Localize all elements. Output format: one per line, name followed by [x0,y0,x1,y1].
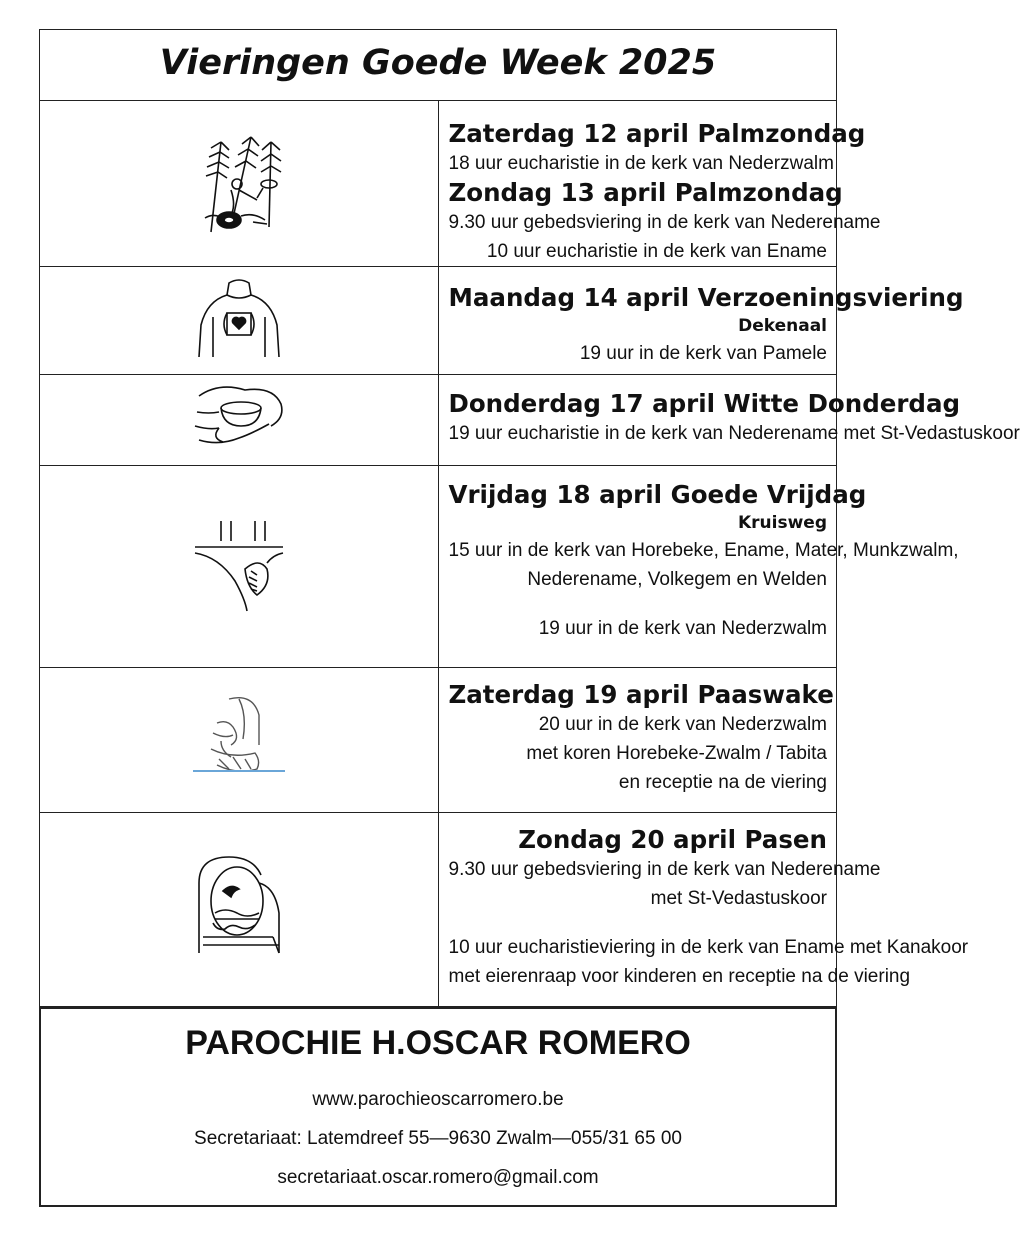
icon-cell [40,101,439,267]
event-line: met eierenraap voor kinderen en receptie na de viering [448,966,911,987]
event-heading: Vrijdag 18 april Goede Vrijdag [448,480,867,509]
hands-with-bowl-icon [189,382,289,454]
title-cell [40,30,837,101]
heart-robe-icon [191,277,287,361]
icon-cell [40,375,439,466]
event-line: met St-Vedastuskoor [650,888,827,909]
icon-cell [40,668,439,813]
icon-cell [40,466,439,668]
event-line: 9.30 uur gebedsviering in de kerk van Nederename [448,212,881,233]
event-cell [438,375,1020,466]
parish-name: PAROCHIE H.OSCAR ROMERO [185,1024,691,1062]
event-line: 19 uur in de kerk van Nederzwalm [538,618,827,639]
event-heading: Donderdag 17 april Witte Donderdag [448,389,961,418]
event-heading: Zondag 20 april Pasen [518,825,827,854]
empty-tomb-icon [189,853,289,963]
event-line: met koren Horebeke-Zwalm / Tabita [526,743,827,764]
event-line: Nederename, Volkegem en Welden [527,569,827,590]
schedule-row [40,375,837,466]
event-line: 10 uur eucharistieviering in de kerk van Ename met Kanakoor [448,937,969,958]
event-heading: Zondag 13 april Palmzondag [448,178,843,207]
event-heading: Zaterdag 19 april Paaswake [448,680,834,709]
icon-cell [40,813,439,1007]
event-cell [438,466,959,668]
palm-branches-icon [191,122,287,242]
event-subtitle: Kruisweg [737,513,827,533]
schedule-row [40,813,837,1007]
event-heading: Zaterdag 12 april Palmzondag [448,119,866,148]
event-line: 19 uur eucharistie in de kerk van Nederename met St-Vedastuskoor [448,423,1020,444]
schedule-table [39,29,1020,1007]
secretariat-address: Secretariaat: Latemdreef 55—9630 Zwalm—055/31 65 00 [194,1128,682,1149]
event-line: 10 uur eucharistie in de kerk van Ename [486,241,827,262]
event-line: 20 uur in de kerk van Nederzwalm [538,714,827,735]
page-title: Vieringen Goede Week 2025 [159,43,717,83]
event-line: en receptie na de viering [618,772,827,793]
event-heading: Maandag 14 april Verzoeningsviering [448,283,964,312]
schedule-sheet [39,29,1020,1207]
spacer [449,594,828,614]
event-line: 9.30 uur gebedsviering in de kerk van Nederename [448,859,881,880]
schedule-row [40,267,837,375]
event-cell [438,101,881,267]
website-link[interactable]: www.parochieoscarromero.be [312,1089,564,1110]
event-line: 19 uur in de kerk van Pamele [579,343,827,364]
washing-water-icon [189,693,289,783]
spacer [449,913,828,933]
schedule-row [40,668,837,813]
event-line: 18 uur eucharistie in de kerk van Nederzwalm [448,153,834,174]
schedule-row [40,101,837,267]
event-subtitle: Dekenaal [738,316,827,336]
cross-wound-icon [191,517,287,613]
event-cell [438,267,964,375]
email-link[interactable]: secretariaat.oscar.romero@gmail.com [277,1167,599,1188]
parish-footer [39,1007,837,1207]
icon-cell [40,267,439,375]
event-line: 15 uur in de kerk van Horebeke, Ename, Mater, Munkzwalm, [448,540,959,561]
event-cell [438,668,837,813]
schedule-row [40,466,837,668]
event-cell [438,813,969,1007]
title-row [40,30,837,101]
